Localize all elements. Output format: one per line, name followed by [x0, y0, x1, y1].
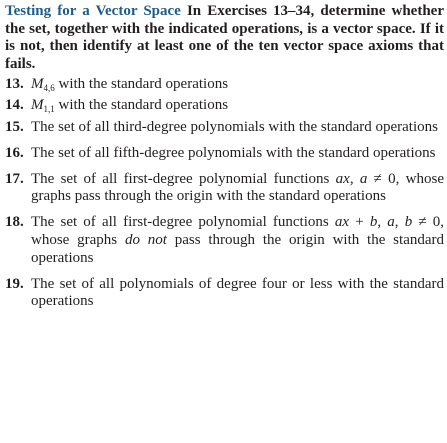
- exercise-text: ≠ 0, whose graphs: [31, 214, 445, 248]
- exercise-number: 13.: [5, 76, 24, 93]
- exercise-text: The set of all polynomials of degree four or less with the standard operations: [31, 275, 444, 310]
- emphasis-text: do not: [124, 231, 167, 248]
- math-variable: a: [387, 214, 395, 231]
- exercise-13: [5, 76, 444, 94]
- math-variable: b: [369, 214, 378, 231]
- exercise-text: ,: [377, 214, 388, 231]
- exercise-15: [5, 119, 444, 137]
- math-variable: a: [359, 170, 368, 187]
- math-variable: ax: [334, 214, 350, 231]
- matrix-dims: 4,6: [43, 83, 55, 94]
- exercise-text: with the standard operations: [54, 97, 229, 114]
- matrix-symbol: M: [31, 76, 44, 93]
- exercise-17: [5, 171, 444, 207]
- exercise-number: 16.: [5, 144, 24, 161]
- section-label: Testing for a Vector Space: [5, 3, 181, 19]
- exercise-text: The set of all first-degree polynomial functions: [31, 214, 335, 231]
- exercise-19: [5, 276, 444, 312]
- exercise-text: The set of all third-degree polynomials with the standard operations: [31, 118, 438, 135]
- exercise-number: 19.: [5, 275, 24, 292]
- exercise-text: ,: [349, 170, 360, 187]
- exercise-text: The set of all fifth-degree polynomials with the standard operations: [31, 144, 436, 161]
- exercise-text: The set of all first-degree polynomial functions: [31, 170, 336, 187]
- matrix-dims: 1,1: [43, 104, 55, 115]
- exercise-number: 17.: [5, 170, 24, 187]
- exercise-16: [5, 145, 444, 163]
- instructions-text: In Exercises 13–34, determine whether the set, together with the indicated operations, is a vector space. If it is not, then identify at least one of the ten vector space axioms that fails.: [5, 3, 444, 72]
- exercise-text: ,: [394, 214, 405, 231]
- exercise-text: +: [349, 214, 370, 231]
- exercise-number: 18.: [5, 214, 24, 231]
- exercise-14: [5, 97, 444, 115]
- matrix-symbol: M: [31, 97, 44, 114]
- exercise-text: with the standard operations: [54, 76, 229, 93]
- exercise-heading: [5, 3, 444, 73]
- exercise-number: 14.: [5, 97, 24, 114]
- exercise-text: pass through the origin with the standard operations: [31, 231, 445, 266]
- exercise-text: ≠ 0, whose graphs pass through the origin with the standard operations: [31, 170, 445, 205]
- math-variable: ax: [335, 170, 350, 187]
- exercise-18: [5, 214, 444, 267]
- math-variable: b: [404, 214, 413, 231]
- exercise-number: 15.: [5, 118, 24, 135]
